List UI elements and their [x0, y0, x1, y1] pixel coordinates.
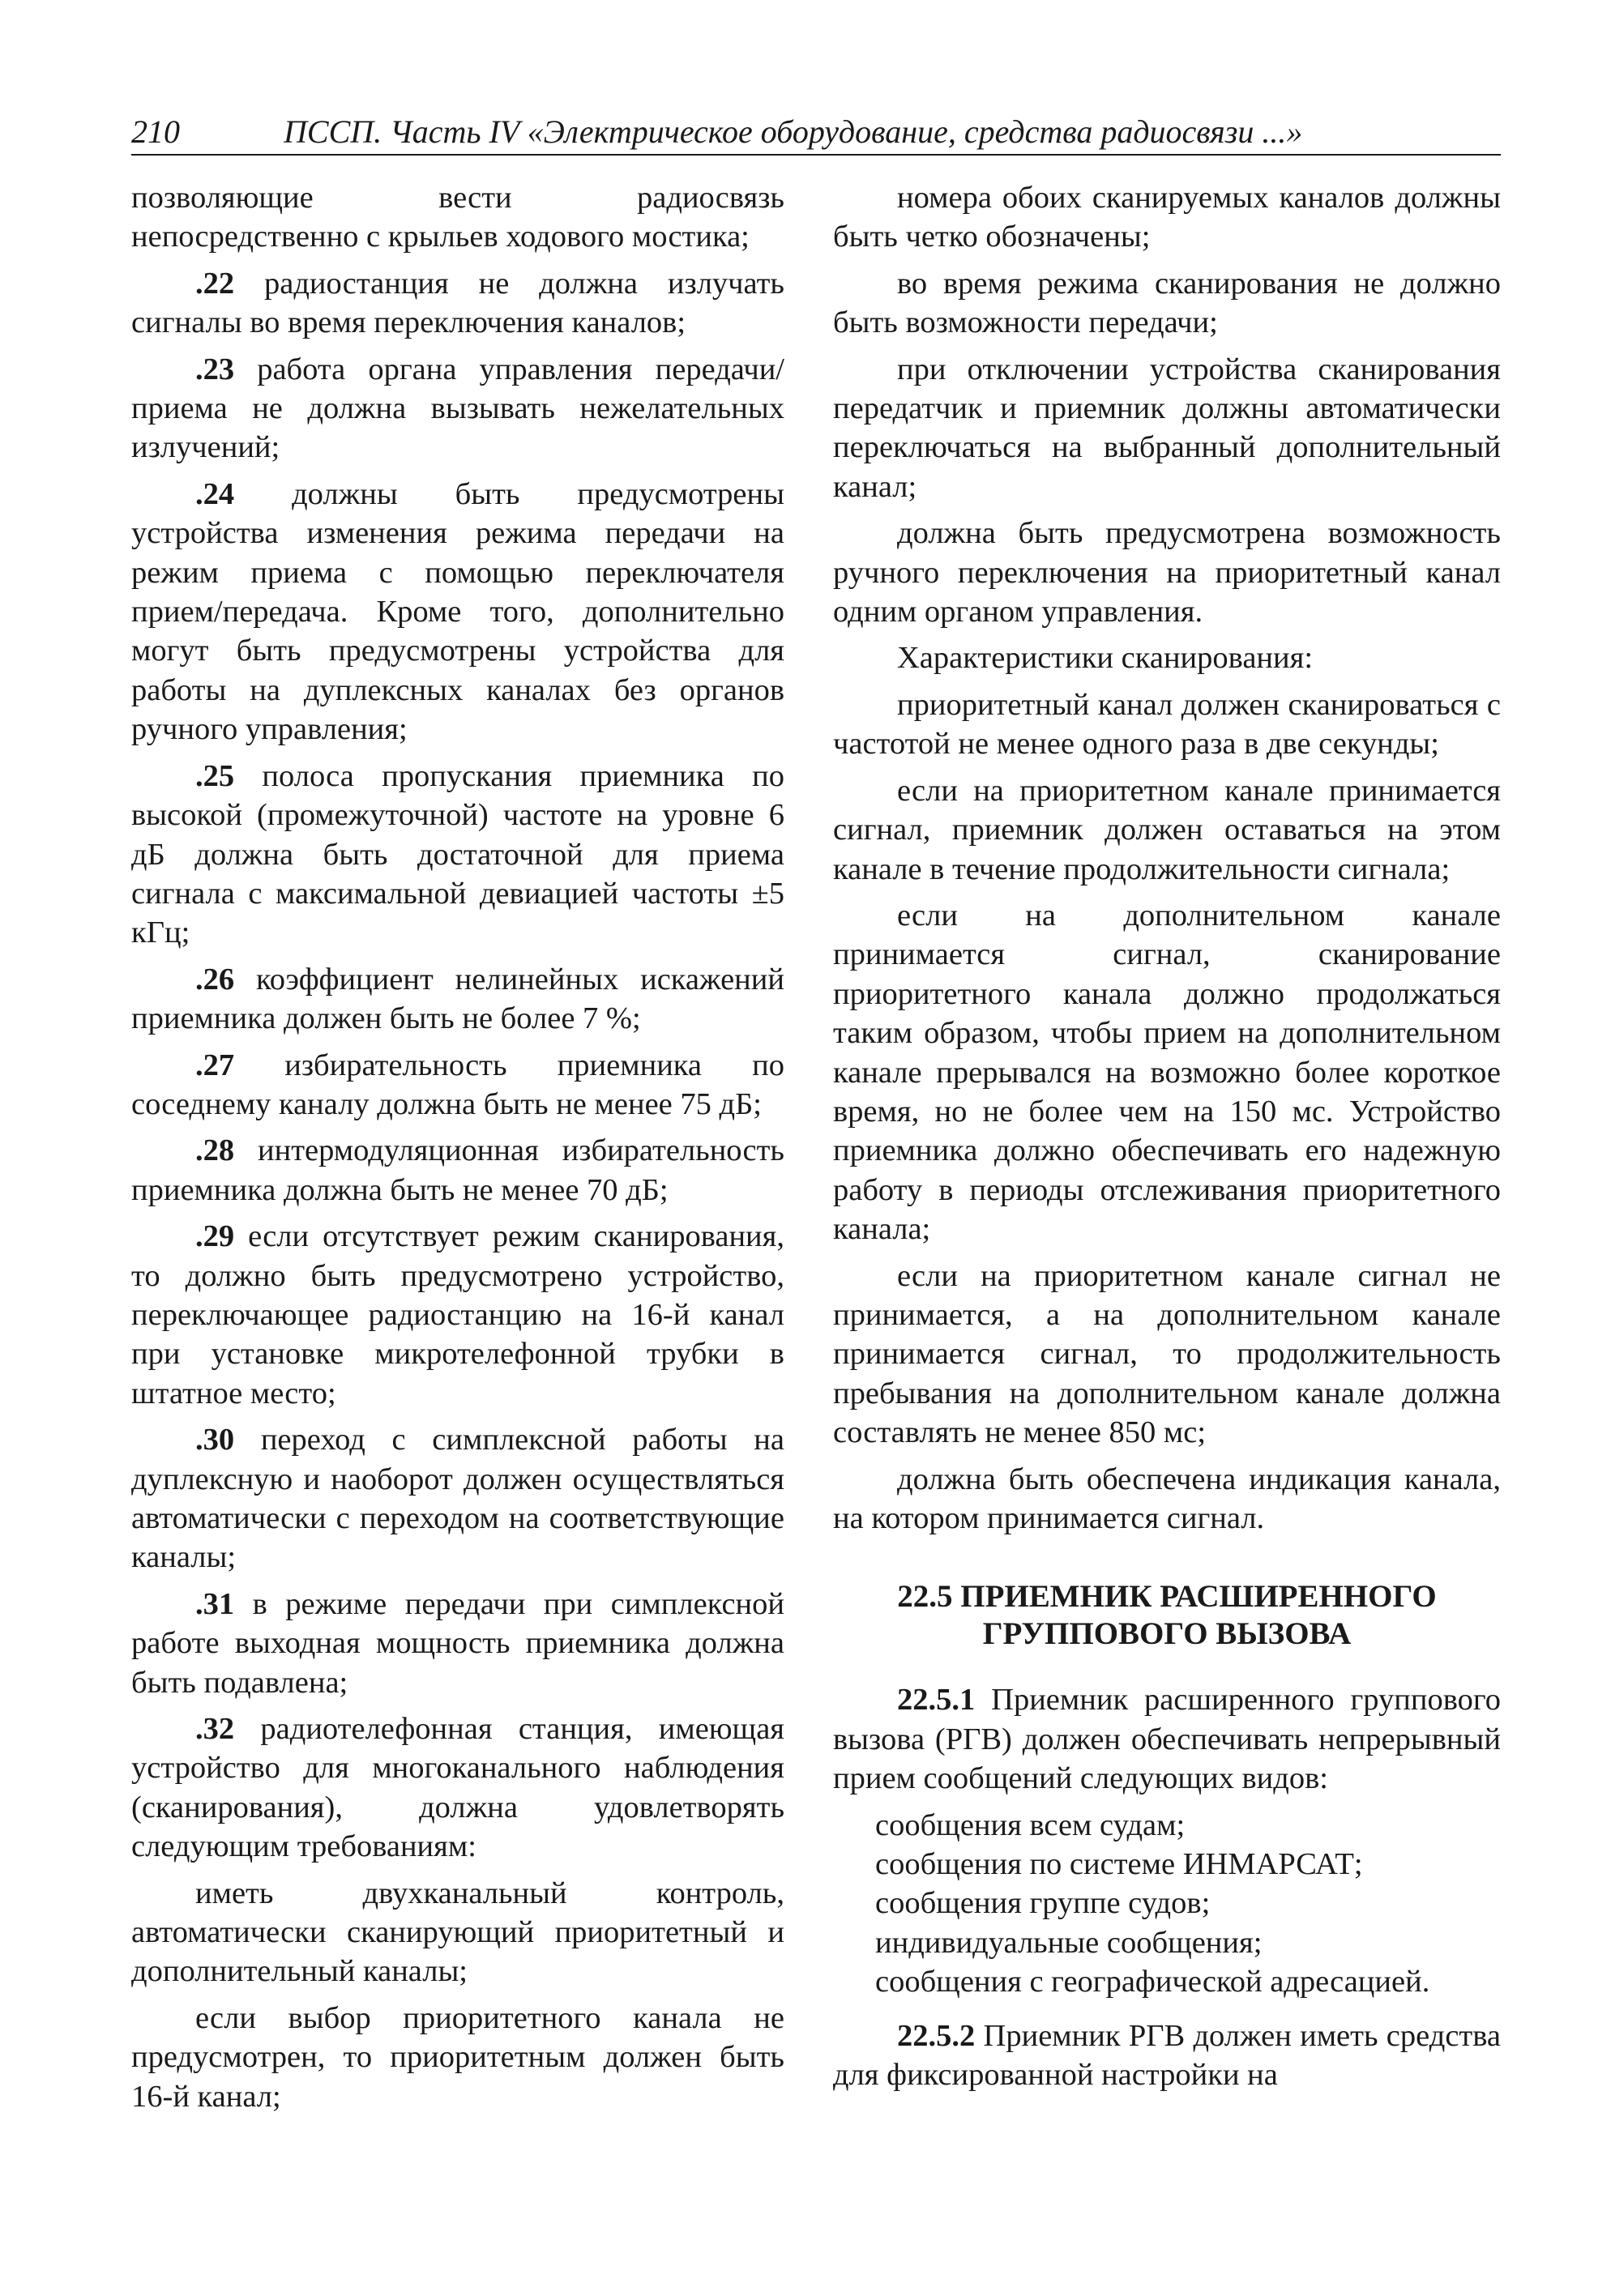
list-item: сообщения всем судам;: [875, 1807, 1186, 1842]
paragraph: при отключении устройства сканирования передатчик и приемник должны автоматически переключаться на выбранный дополнительный канал;: [833, 352, 1501, 504]
clause-number: 22.5.2: [897, 2018, 976, 2053]
list-item: индивидуальные сообщения;: [875, 1925, 1263, 1960]
paragraph: если на приоритетном канале сигнал не принимается, а на дополнительном канале принимается сигнал, то продолжительность пребывания на дополнительном канале должна составлять не менее 850 мс;: [833, 1258, 1501, 1450]
list-item: сообщения по системе ИНМАРСАТ;: [875, 1847, 1363, 1882]
item-number: .26: [195, 962, 235, 996]
paragraph: если на дополнительном канале принимается сигнал, сканирование приоритетного канала должно продолжаться таким образом, чтобы прием на дополнительном канале прерывался на возможно более короткое время, но не более чем на 150 мс. Устройство приемника должно обеспечивать его надежную работу в периоды отслеживания приоритетного канала;: [833, 898, 1501, 1247]
item-number: .31: [195, 1586, 235, 1621]
paragraph: должна быть предусмотрена возможность ручного переключения на приоритетный канал одним органом управления.: [833, 516, 1501, 629]
paragraph: .30 переход с симплексной работы на дуплексную и наоборот должен осуществляться автоматически с переходом на соответствующие каналы;: [131, 1423, 784, 1575]
paragraph: .27 избирательность приемника по соседнему каналу должна быть не менее 75 дБ;: [131, 1048, 784, 1121]
left-column: [131, 178, 784, 2123]
item-number: .28: [195, 1133, 235, 1168]
running-title: ПССП. Часть IV «Электрическое оборудование, средства радиосвязи ...»: [284, 113, 1303, 150]
paragraph: .25 полоса пропускания приемника по высокой (промежуточной) частоте на уровне 6 дБ должна быть достаточной для приема сигнала с максимальной девиацией частоты ±5 кГц;: [131, 758, 784, 950]
paragraph: номера обоих сканируемых каналов должны быть четко обозначены;: [833, 181, 1501, 254]
item-number: .29: [195, 1219, 235, 1254]
section-heading-line: 22.5 ПРИЕМНИК РАСШИРЕННОГО: [897, 1579, 1437, 1615]
paragraph: приоритетный канал должен сканироваться с частотой не менее одного раза в две секунды;: [833, 687, 1501, 762]
message-type-list: [833, 1806, 1501, 2002]
item-number: .24: [195, 476, 235, 511]
paragraph: .23 работа органа управления передачи/приема не должна вызывать нежелательных излучений;: [131, 352, 784, 465]
item-number: .25: [195, 758, 235, 793]
paragraph: 22.5.1 Приемник расширенного группового вызова (РГВ) должен обеспечивать непрерывный прием сообщений следующих видов:: [833, 1683, 1501, 1796]
right-column: [833, 178, 1501, 2102]
item-number: .22: [195, 266, 235, 301]
paragraph: 22.5.2 Приемник РГВ должен иметь средства для фиксированной настройки на: [833, 2018, 1501, 2093]
paragraph: .22 радиостанция не должна излучать сигналы во время переключения каналов;: [131, 266, 784, 340]
section-heading-line: ГРУППОВОГО ВЫЗОВА: [982, 1616, 1352, 1652]
paragraph: если выбор приоритетного канала не предусмотрен, то приоритетным должен быть 16-й канал;: [131, 2000, 784, 2114]
paragraph: во время режима сканирования не должно быть возможности передачи;: [833, 266, 1501, 340]
item-number: .27: [195, 1048, 235, 1082]
section-heading: [833, 1578, 1501, 1653]
paragraph: .28 интермодуляционная избирательность приемника должна быть не менее 70 дБ;: [131, 1133, 784, 1207]
page-number: 210: [131, 113, 180, 150]
item-number: .30: [195, 1423, 235, 1457]
paragraph: .26 коэффициент нелинейных искажений приемника должен быть не более 7 %;: [131, 962, 784, 1036]
paragraph: .31 в режиме передачи при симплексной работе выходная мощность приемника должна быть подавлена;: [131, 1586, 784, 1700]
clause-number: 22.5.1: [897, 1683, 976, 1718]
paragraph: если на приоритетном канале принимается сигнал, приемник должен оставаться на этом канале в течение продолжительности сигнала;: [833, 773, 1501, 886]
item-number: .32: [195, 1712, 235, 1747]
list-item: сообщения с географической адресацией.: [875, 1965, 1430, 1999]
page-header: [131, 113, 1501, 156]
paragraph: должна быть обеспечена индикация канала, на котором принимается сигнал.: [833, 1462, 1501, 1535]
paragraph: .24 должны быть предусмотрены устройства изменения режима передачи на режим приема с помощью переключателя прием/передача. Кроме того, дополнительно могут быть предусмотрены устройства для работы на дуплексных каналах без органов ручного управления;: [131, 476, 784, 747]
paragraph: .32 радиотелефонная станция, имеющая устройство для многоканального наблюдения (сканирования), должна удовлетворять следующим требованиям:: [131, 1712, 784, 1864]
paragraph: позволяющие вести радиосвязь непосредственно с крыльев ходового мостика;: [131, 181, 784, 254]
paragraph: Характеристики сканирования:: [897, 641, 1314, 676]
item-number: .23: [195, 352, 235, 386]
paragraph: .29 если отсутствует режим сканирования, то должно быть предусмотрено устройство, переключающее радиостанцию на 16-й канал при установке микротелефонной трубки в штатное место;: [131, 1219, 784, 1410]
paragraph: иметь двухканальный контроль, автоматически сканирующий приоритетный и дополнительный каналы;: [131, 1876, 784, 1989]
list-item: сообщения группе судов;: [875, 1886, 1211, 1921]
